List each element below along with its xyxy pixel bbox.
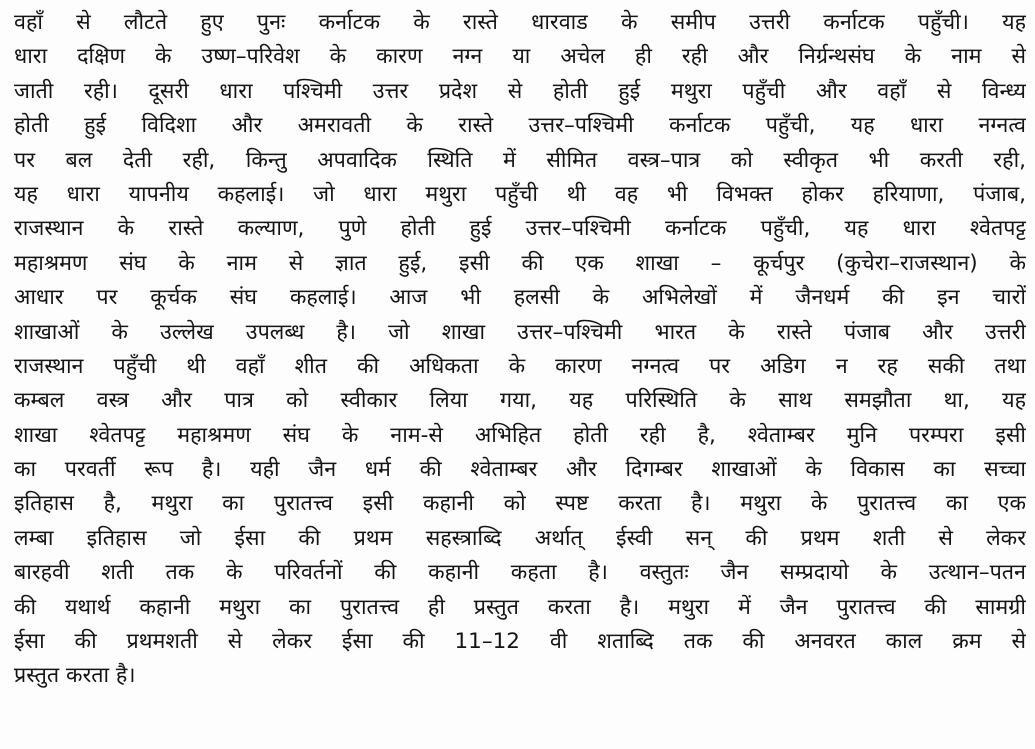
text-line: प्रस्तुत करता है।: [14, 663, 136, 689]
text-line: पर बल देती रही, किन्तु अपवादिक स्थिति में सीमित वस्त्र–पात्र को स्वीकृत भी करती रही,: [14, 147, 1026, 173]
text-line: बारहवी शती तक के परिवर्तनों की कहानी कहता है। वस्तुतः जैन सम्प्रदायो के उत्थान–पतन: [14, 560, 1026, 586]
text-line: धारा दक्षिण के उष्ण–परिवेश के कारण नग्न या अचेल ही रही और निर्ग्रन्थसंघ के नाम से: [14, 44, 1026, 70]
text-line: वहाँ से लौटते हुए पुनः कर्नाटक के रास्ते धारवाड के समीप उत्तरी कर्नाटक पहुँची। यह: [14, 10, 1026, 35]
text-line: होती हुई विदिशा और अमरावती के रास्ते उत्तर–पश्चिमी कर्नाटक पहुँची, यह धारा नग्नत्व: [14, 113, 1026, 139]
text-line: की यथार्थ कहानी मथुरा का पुरातत्त्व ही प्रस्तुत करता है। मथुरा में जैन पुरातत्त्व की सामग्री: [14, 594, 1026, 620]
text-line: शाखा श्वेतपट्ट महाश्रमण संघ के नाम-से अभिहित होती रही है, श्वेताम्बर मुनि परम्परा इसी: [14, 422, 1026, 448]
text-line: कम्बल वस्त्र और पात्र को स्वीकार लिया गया, यह परिस्थिति के साथ समझौता था, यह: [14, 388, 1026, 414]
text-line: लम्बा इतिहास जो ईसा की प्रथम सहस्त्राब्दि अर्थात् ईस्वी सन् की प्रथम शती से लेकर: [14, 525, 1026, 551]
text-line: इतिहास है, मथुरा का पुरातत्त्व इसी कहानी को स्पष्ट करता है। मथुरा के पुरातत्त्व का एक: [14, 491, 1026, 517]
text-line: जाती रही। दूसरी धारा पश्चिमी उत्तर प्रदेश से होती हुई मथुरा पहुँची और वहाँ से विन्ध्य: [14, 78, 1026, 104]
text-line: राजस्थान पहुँची थी वहाँ शीत की अधिकता के कारण नग्नत्व पर अडिग न रह सकी तथा: [14, 353, 1026, 379]
text-line: ईसा की प्रथमशती से लेकर ईसा की 11–12 वी शताब्दि तक की अनवरत काल क्रम से: [14, 629, 1026, 655]
text-line: महाश्रमण संघ के नाम से ज्ञात हुई, इसी की एक शाखा – कूर्चपुर (कुचेरा–राजस्थान) के: [14, 250, 1026, 276]
text-line: राजस्थान के रास्ते कल्याण, पुणे होती हुई उत्तर–पश्चिमी कर्नाटक पहुँची, यह धारा श्वेतपट्ट: [14, 216, 1026, 242]
paragraph: [14, 6, 1026, 694]
text-line: यह धारा यापनीय कहलाई। जो धारा मथुरा पहुँची थी वह भी विभक्त होकर हरियाणा, पंजाब,: [14, 181, 1026, 207]
text-line: आधार पर कूर्चक संघ कहलाई। आज भी हलसी के अभिलेखों में जैनधर्म की इन चारों: [14, 285, 1026, 311]
text-line: शाखाओं के उल्लेख उपलब्ध है। जो शाखा उत्तर–पश्चिमी भारत के रास्ते पंजाब और उत्तरी: [14, 319, 1026, 345]
text-line: का परवर्ती रूप है। यही जैन धर्म की श्वेताम्बर और दिगम्बर शाखाओं के विकास का सच्चा: [14, 457, 1026, 483]
